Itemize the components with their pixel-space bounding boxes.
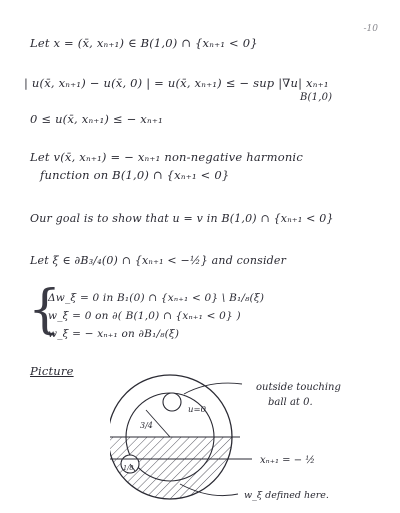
line-estimate: | u(x̄, xₙ₊₁) − u(x̄, 0) | = u(x̄, xₙ₊₁) ≤ − sup |∇u| xₙ₊₁ xyxy=(24,76,329,90)
picture-heading: Picture xyxy=(30,364,74,378)
system-eq-1: Δw_ξ = 0 in B₁(0) ∩ {xₙ₊₁ < 0} \ B₁/₈(ξ) xyxy=(48,292,265,304)
touching-ball-circle xyxy=(163,393,181,411)
annotation-ball-at-zero: ball at 0. xyxy=(268,397,313,408)
line-estimate-sub: B(1,0) xyxy=(300,92,333,103)
annotation-line-minus-half: xₙ₊₁ = − ½ xyxy=(260,455,315,466)
line-let-x: Let x = (x̄, xₙ₊₁) ∈ B(1,0) ∩ {xₙ₊₁ < 0} xyxy=(30,36,258,50)
line-bound: 0 ≤ u(x̄, xₙ₊₁) ≤ − xₙ₊₁ xyxy=(30,112,163,126)
system-brace: { xyxy=(28,280,62,340)
annotation-w-defined: w_ξ defined here. xyxy=(244,490,329,501)
line-let-xi: Let ξ ∈ ∂B₃/₄(0) ∩ {xₙ₊₁ < −½} and consider xyxy=(30,254,287,267)
line-function-on: function on B(1,0) ∩ {xₙ₊₁ < 0} xyxy=(40,168,230,182)
system-eq-3: w_ξ = − xₙ₊₁ on ∂B₁/₈(ξ) xyxy=(48,328,180,340)
line-goal: Our goal is to show that u = v in B(1,0) ∩ {xₙ₊₁ < 0} xyxy=(30,212,334,225)
annotation-outside-touching: outside touching xyxy=(256,382,341,393)
figure-diagram xyxy=(110,372,380,508)
label-one-eighth: 1/8 xyxy=(123,464,134,472)
page-number: -10 xyxy=(363,24,378,34)
line-let-v: Let v(x̄, xₙ₊₁) = − xₙ₊₁ non-negative harmonic xyxy=(30,150,303,164)
label-u-zero: u=0 xyxy=(188,405,207,415)
label-three-quarters: 3/4 xyxy=(140,421,153,430)
system-eq-2: w_ξ = 0 on ∂( B(1,0) ∩ {xₙ₊₁ < 0} ) xyxy=(48,310,241,322)
